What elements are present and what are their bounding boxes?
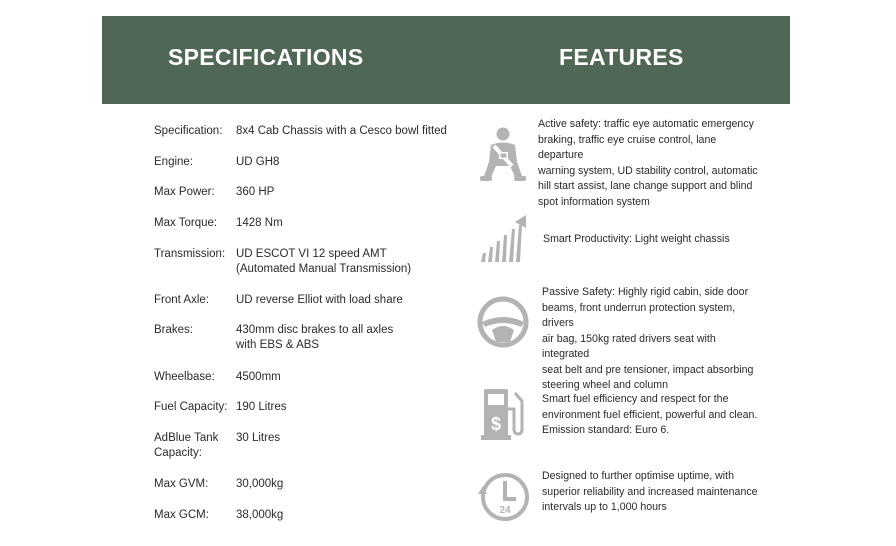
- spec-value: 8x4 Cab Chassis with a Cesco bowl fitted: [236, 125, 447, 137]
- feature-line: intervals up to 1,000 hours: [542, 501, 667, 513]
- spec-value-line: with EBS & ABS: [236, 339, 320, 351]
- spec-value: 360 HP: [236, 186, 275, 198]
- features-heading: FEATURES: [559, 44, 684, 70]
- spec-value-line: UD ESCOT VI 12 speed AMT: [236, 248, 387, 260]
- seatbelt-icon: [474, 126, 532, 184]
- feature-uptime: [542, 469, 764, 516]
- productivity-bars-icon: [474, 212, 532, 270]
- feature-active-safety: [538, 117, 760, 210]
- feature-line: air bag, 150kg rated drivers seat with integrated: [542, 332, 716, 360]
- feature-line: beams, front underrun protection system, drivers: [542, 301, 736, 329]
- spec-label: Max Torque:: [154, 217, 218, 229]
- specifications-heading: SPECIFICATIONS: [168, 44, 364, 70]
- spec-label: Brakes:: [154, 324, 193, 336]
- spec-value: UD reverse Elliot with load share: [236, 294, 403, 306]
- spec-value: UD GH8: [236, 156, 280, 168]
- feature-line: Smart fuel efficiency and respect for the: [542, 393, 729, 405]
- feature-line: Emission standard: Euro 6.: [542, 424, 670, 436]
- spec-value: [236, 247, 476, 277]
- steering-wheel-icon: [474, 292, 532, 350]
- feature-line: environment fuel efficient, powerful and clean.: [542, 408, 758, 421]
- spec-label: Transmission:: [154, 248, 226, 260]
- spec-value-line: 430mm disc brakes to all axles: [236, 324, 394, 336]
- spec-label: Specification:: [154, 125, 223, 137]
- feature-line: Active safety: traffic eye automatic emergency: [538, 118, 754, 130]
- feature-line: steering wheel and column: [542, 379, 669, 391]
- feature-line: spot information system: [538, 195, 650, 208]
- fuel-pump-dollar-glyph: $: [490, 414, 502, 434]
- feature-line: warning system, UD stability control, automatic: [538, 164, 758, 177]
- fuel-pump-icon: [474, 385, 532, 443]
- spec-value: [236, 323, 476, 353]
- spec-value-line: (Automated Manual Transmission): [236, 263, 412, 275]
- spec-label: [154, 431, 236, 461]
- feature-line: seat belt and pre tensioner, impact absorbing: [542, 363, 754, 376]
- spec-value: 30 Litres: [236, 432, 281, 444]
- spec-value: 30,000kg: [236, 478, 284, 490]
- feature-line: Passive Safety: Highly rigid cabin, side door: [542, 286, 749, 298]
- spec-value: 38,000kg: [236, 509, 284, 521]
- spec-label-line: Capacity:: [154, 447, 202, 459]
- spec-label: Max Power:: [154, 186, 215, 198]
- spec-value: 4500mm: [236, 371, 281, 383]
- spec-value: 190 Litres: [236, 401, 287, 413]
- feature-fuel-efficiency: [542, 392, 764, 439]
- spec-label: Wheelbase:: [154, 371, 215, 383]
- spec-label-line: AdBlue Tank: [154, 432, 219, 444]
- feature-passive-safety: [542, 285, 764, 394]
- feature-line: Designed to further optimise uptime, with: [542, 470, 734, 482]
- spec-value: 1428 Nm: [236, 217, 283, 229]
- clock-24-icon: [474, 468, 532, 526]
- spec-label: Max GCM:: [154, 509, 209, 521]
- spec-label: Front Axle:: [154, 294, 209, 306]
- spec-label: Fuel Capacity:: [154, 401, 228, 413]
- spec-label: Max GVM:: [154, 478, 209, 490]
- feature-smart-productivity: [543, 232, 765, 248]
- spec-label: Engine:: [154, 156, 194, 168]
- feature-line: braking, traffic eye cruise control, lane departure: [538, 133, 717, 161]
- feature-line: hill start assist, lane change support and blind: [538, 180, 753, 192]
- clock-24-label: 24: [499, 505, 511, 516]
- feature-line: superior reliability and increased maintenance: [542, 485, 758, 498]
- feature-line: Smart Productivity: Light weight chassis: [543, 233, 730, 245]
